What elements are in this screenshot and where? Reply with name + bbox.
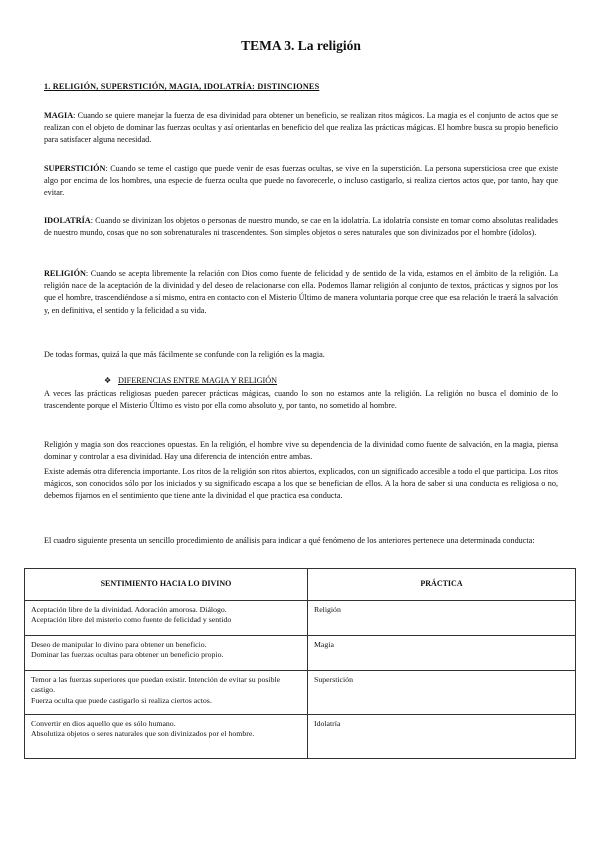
table-row — [25, 714, 576, 758]
magia-label: MAGIA — [44, 111, 74, 120]
cell-practica: Magia — [308, 635, 576, 670]
magia-paragraph — [44, 110, 558, 147]
cell-sentimiento: Aceptación libre de la divinidad. Adoración amorosa. Diálogo. Aceptación libre del misterio como fuente de felicidad y sentido — [25, 600, 308, 635]
religion-label: RELIGIÓN — [44, 269, 86, 278]
magia-text: : Cuando se quiere manejar la fuerza de esa divinidad para obtener un beneficio, se realizan ritos mágicos. La magia es el conjunto de actos que se realizan con el objeto de dominar las fuerzas ocultas y así orientarlas en beneficio del que realiza las prácticas mágicas. El hombre busca su propio beneficio para satisfacer alguna necesidad. — [44, 111, 558, 145]
idolatria-paragraph — [44, 215, 558, 239]
table-row — [25, 600, 576, 635]
idolatria-text: : Cuando se divinizan los objetos o personas de nuestro mundo, se cae en la idolatría. La idolatría consiste en tomar como absolutas realidades de nuestro mundo, cosas que no son sobrenaturales ni trascendentes. Son simples objetos o seres naturales que son divinizados por el hombre (ídolos). — [44, 216, 558, 238]
diamond-bullet-icon: ❖ — [104, 376, 112, 385]
section-heading: 1. RELIGIÓN, SUPERSTICIÓN, MAGIA, IDOLATRÍA: DISTINCIONES — [44, 82, 320, 91]
cell-sentimiento: Deseo de manipular lo divino para obtener un beneficio. Dominar las fuerzas ocultas para obtener un beneficio propio. — [25, 635, 308, 670]
supersticion-label: SUPERSTICIÓN — [44, 164, 106, 173]
supersticion-text: : Cuando se teme el castigo que puede venir de esas fuerzas ocultas, se vive en la superstición. La persona supersticiosa cree que existe algo por encima de los hombres, una especie de fuerza oculta que puede no favorecerle, o incluso castigarlo, si realiza ciertos actos que, por tanto, hay que evitar. — [44, 164, 558, 198]
cell-practica: Religión — [308, 600, 576, 635]
page-title: TEMA 3. La religión — [241, 38, 361, 53]
header-sentimiento: SENTIMIENTO HACIA LO DIVINO — [25, 569, 308, 601]
header-practica: PRÁCTICA — [308, 569, 576, 601]
idolatria-label: IDOLATRÍA — [44, 216, 91, 225]
table-row — [25, 670, 576, 714]
table-header-row — [25, 569, 576, 601]
religion-text: : Cuando se acepta libremente la relación con Dios como fuente de felicidad y de sentido de la vida, estamos en el ámbito de la religión. La religión nace de la aceptación de la divinidad y del deseo de relacionarse con ella. Podemos llamar religión al conjunto de textos, prácticas y signos por los que el hombre, trascendiéndose a sí mismo, entra en contacto con el Misterio Último de manera voluntaria porque cree que esa relación le traerá la salvación y, en definitiva, el sentido y la felicidad a su vida. — [44, 269, 558, 315]
cell-practica: Idolatría — [308, 714, 576, 758]
subheading-text: DIFERENCIAS ENTRE MAGIA Y RELIGIÓN — [118, 376, 278, 385]
supersticion-paragraph — [44, 163, 558, 200]
table-intro-paragraph: El cuadro siguiente presenta un sencillo procedimiento de análisis para indicar a qué fenómeno de los anteriores pertenece una determinada conducta: — [44, 536, 535, 545]
analysis-table — [24, 568, 576, 759]
subheading — [104, 375, 277, 385]
table-row — [25, 635, 576, 670]
cell-practica: Superstición — [308, 670, 576, 714]
religion-paragraph — [44, 268, 558, 317]
cell-sentimiento: Temor a las fuerzas superiores que puedan existir. Intención de evitar su posible castigo. Fuerza oculta que puede castigarlo si realiza ciertos actos. — [25, 670, 308, 714]
confusion-paragraph: De todas formas, quizá la que más fácilmente se confunde con la religión es la magia. — [44, 350, 325, 359]
cell-sentimiento: Convertir en dios aquello que es sólo humano. Absolutiza objetos o seres naturales que son divinizados por el hombre. — [25, 714, 308, 758]
differences-paragraph-2b: Existe además otra diferencia importante. Los ritos de la religión son ritos abiertos, explicados, con un significado accesible a todo el que participa. Los ritos mágicos, son conocidos sólo por los iniciados y su significado escapa a los que se benefician de ellos. A la hora de saber si una conducta es religiosa o no, debemos fijarnos en el sentimiento que tiene ante la divinidad el que practica esa conducta. — [44, 467, 558, 501]
differences-paragraph-2a: Religión y magia son dos reacciones opuestas. En la religión, el hombre vive su dependencia de la divinidad como fuente de salvación, en la magia, piensa dominar y controlar a esa divinidad. Hay una diferencia de intención entre ambas. — [44, 440, 558, 462]
differences-paragraph-1: A veces las prácticas religiosas pueden parecer prácticas mágicas, cuando lo son no estamos ante la religión. La religión no busca el dominio de lo trascendente porque el Misterio Último es visto por ella como absoluto y, por tanto, no sometido al hombre. — [44, 389, 558, 411]
